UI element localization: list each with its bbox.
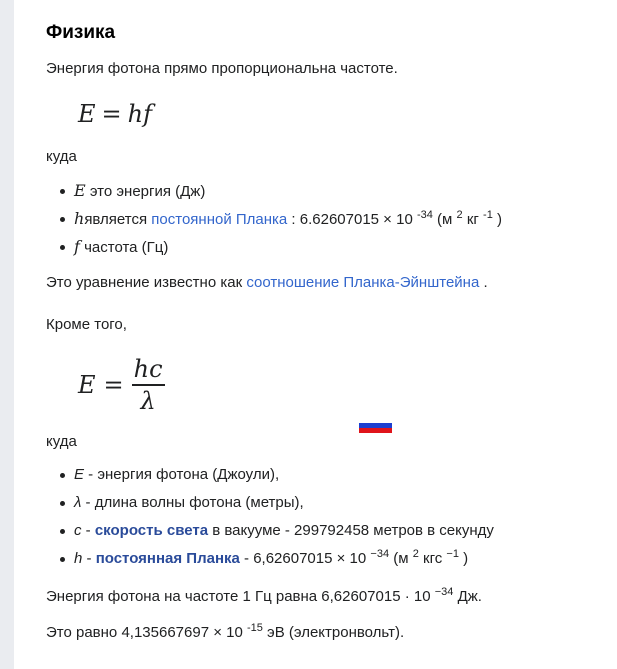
section-heading: Физика bbox=[46, 22, 116, 43]
flag-stripe-red bbox=[359, 428, 392, 433]
definitions-list-2 bbox=[46, 463, 494, 575]
where-label-1: куда bbox=[46, 148, 77, 165]
planck-constant-link[interactable]: постоянной Планка bbox=[151, 211, 288, 228]
ev-text: Это равно 4,135667697 × 10 bbox=[46, 624, 247, 641]
formula-e-equals-hf bbox=[78, 96, 152, 133]
exponent: −34 bbox=[434, 586, 454, 598]
unit-text: (м bbox=[432, 211, 457, 228]
list-item-text: является bbox=[84, 211, 152, 228]
formula2-eq: = bbox=[103, 370, 124, 399]
fraction-numerator: hc bbox=[133, 355, 163, 383]
exponent: -34 bbox=[416, 209, 433, 221]
exponent: 2 bbox=[456, 209, 463, 221]
variable-h: h bbox=[74, 550, 83, 567]
relation-text: Это уравнение известно как bbox=[46, 274, 247, 291]
ev-text-end: эВ (электронвольт). bbox=[262, 624, 405, 641]
energy-text: Энергия фотона на частоте 1 Гц равна 6,62607015 · 10 bbox=[46, 588, 435, 605]
list-item-text: - энергия фотона (Джоули), bbox=[84, 466, 280, 483]
list-item-text: - 6,62607015 × 10 bbox=[239, 550, 371, 567]
list-item-text: - bbox=[81, 522, 95, 539]
fraction bbox=[132, 356, 165, 414]
unit-text: ) bbox=[492, 211, 502, 228]
fraction-bar bbox=[132, 384, 165, 386]
planck-constant-link-2[interactable]: постоянная Планка bbox=[95, 550, 240, 567]
formula1-rhs: hf bbox=[127, 100, 152, 128]
variable-lambda: λ bbox=[74, 494, 82, 511]
formula1-lhs: E bbox=[78, 100, 96, 128]
variable-e: E bbox=[74, 181, 86, 200]
intro-paragraph: Энергия фотона прямо пропорциональна частоте. bbox=[46, 60, 398, 77]
list-item-text: : 6.62607015 × 10 bbox=[287, 211, 417, 228]
energy-text-end: Дж. bbox=[453, 588, 482, 605]
russian-flag-icon bbox=[359, 418, 392, 433]
formula-e-equals-hc-over-lambda bbox=[78, 356, 165, 414]
list-item bbox=[46, 179, 502, 207]
fraction-denominator: λ bbox=[140, 386, 156, 415]
unit-text: кгс bbox=[418, 550, 447, 567]
variable-f: f bbox=[74, 237, 80, 256]
list-item bbox=[46, 235, 502, 263]
variable-c: c bbox=[74, 522, 82, 539]
unit-text: ) bbox=[458, 550, 469, 567]
unit-text: кг bbox=[462, 211, 484, 228]
list-item bbox=[46, 547, 494, 575]
energy-paragraph bbox=[46, 585, 482, 608]
speed-of-light-link[interactable]: скорость света bbox=[94, 522, 209, 539]
list-item-text: - bbox=[82, 550, 96, 567]
relation-text-end: . bbox=[479, 274, 488, 291]
list-item bbox=[46, 207, 502, 235]
exponent: −34 bbox=[370, 548, 390, 560]
list-item-text: - длина волны фотона (метры), bbox=[81, 494, 304, 511]
left-border bbox=[0, 0, 14, 669]
formula2-lhs: E bbox=[78, 370, 96, 399]
ev-paragraph bbox=[46, 621, 404, 644]
formula1-eq: = bbox=[101, 100, 122, 128]
variable-h: h bbox=[74, 209, 85, 228]
definitions-list-1 bbox=[46, 179, 502, 263]
exponent: -1 bbox=[483, 209, 493, 221]
list-item-text: частота (Гц) bbox=[79, 239, 169, 256]
exponent: -15 bbox=[246, 622, 263, 634]
list-item bbox=[46, 491, 494, 519]
unit-text: (м bbox=[389, 550, 413, 567]
list-item bbox=[46, 519, 494, 547]
where-label-2: куда bbox=[46, 433, 77, 450]
list-item bbox=[46, 463, 494, 491]
exponent: −1 bbox=[446, 548, 459, 560]
list-item-text: в вакууме - 299792458 метров в секунду bbox=[208, 522, 494, 539]
moreover-paragraph: Кроме того, bbox=[46, 316, 127, 333]
list-item-text: это энергия (Дж) bbox=[85, 183, 206, 200]
exponent: 2 bbox=[412, 548, 419, 560]
relation-paragraph bbox=[46, 271, 488, 294]
planck-einstein-relation-link[interactable]: соотношение Планка-Эйнштейна bbox=[246, 274, 480, 291]
variable-e: E bbox=[74, 466, 85, 483]
